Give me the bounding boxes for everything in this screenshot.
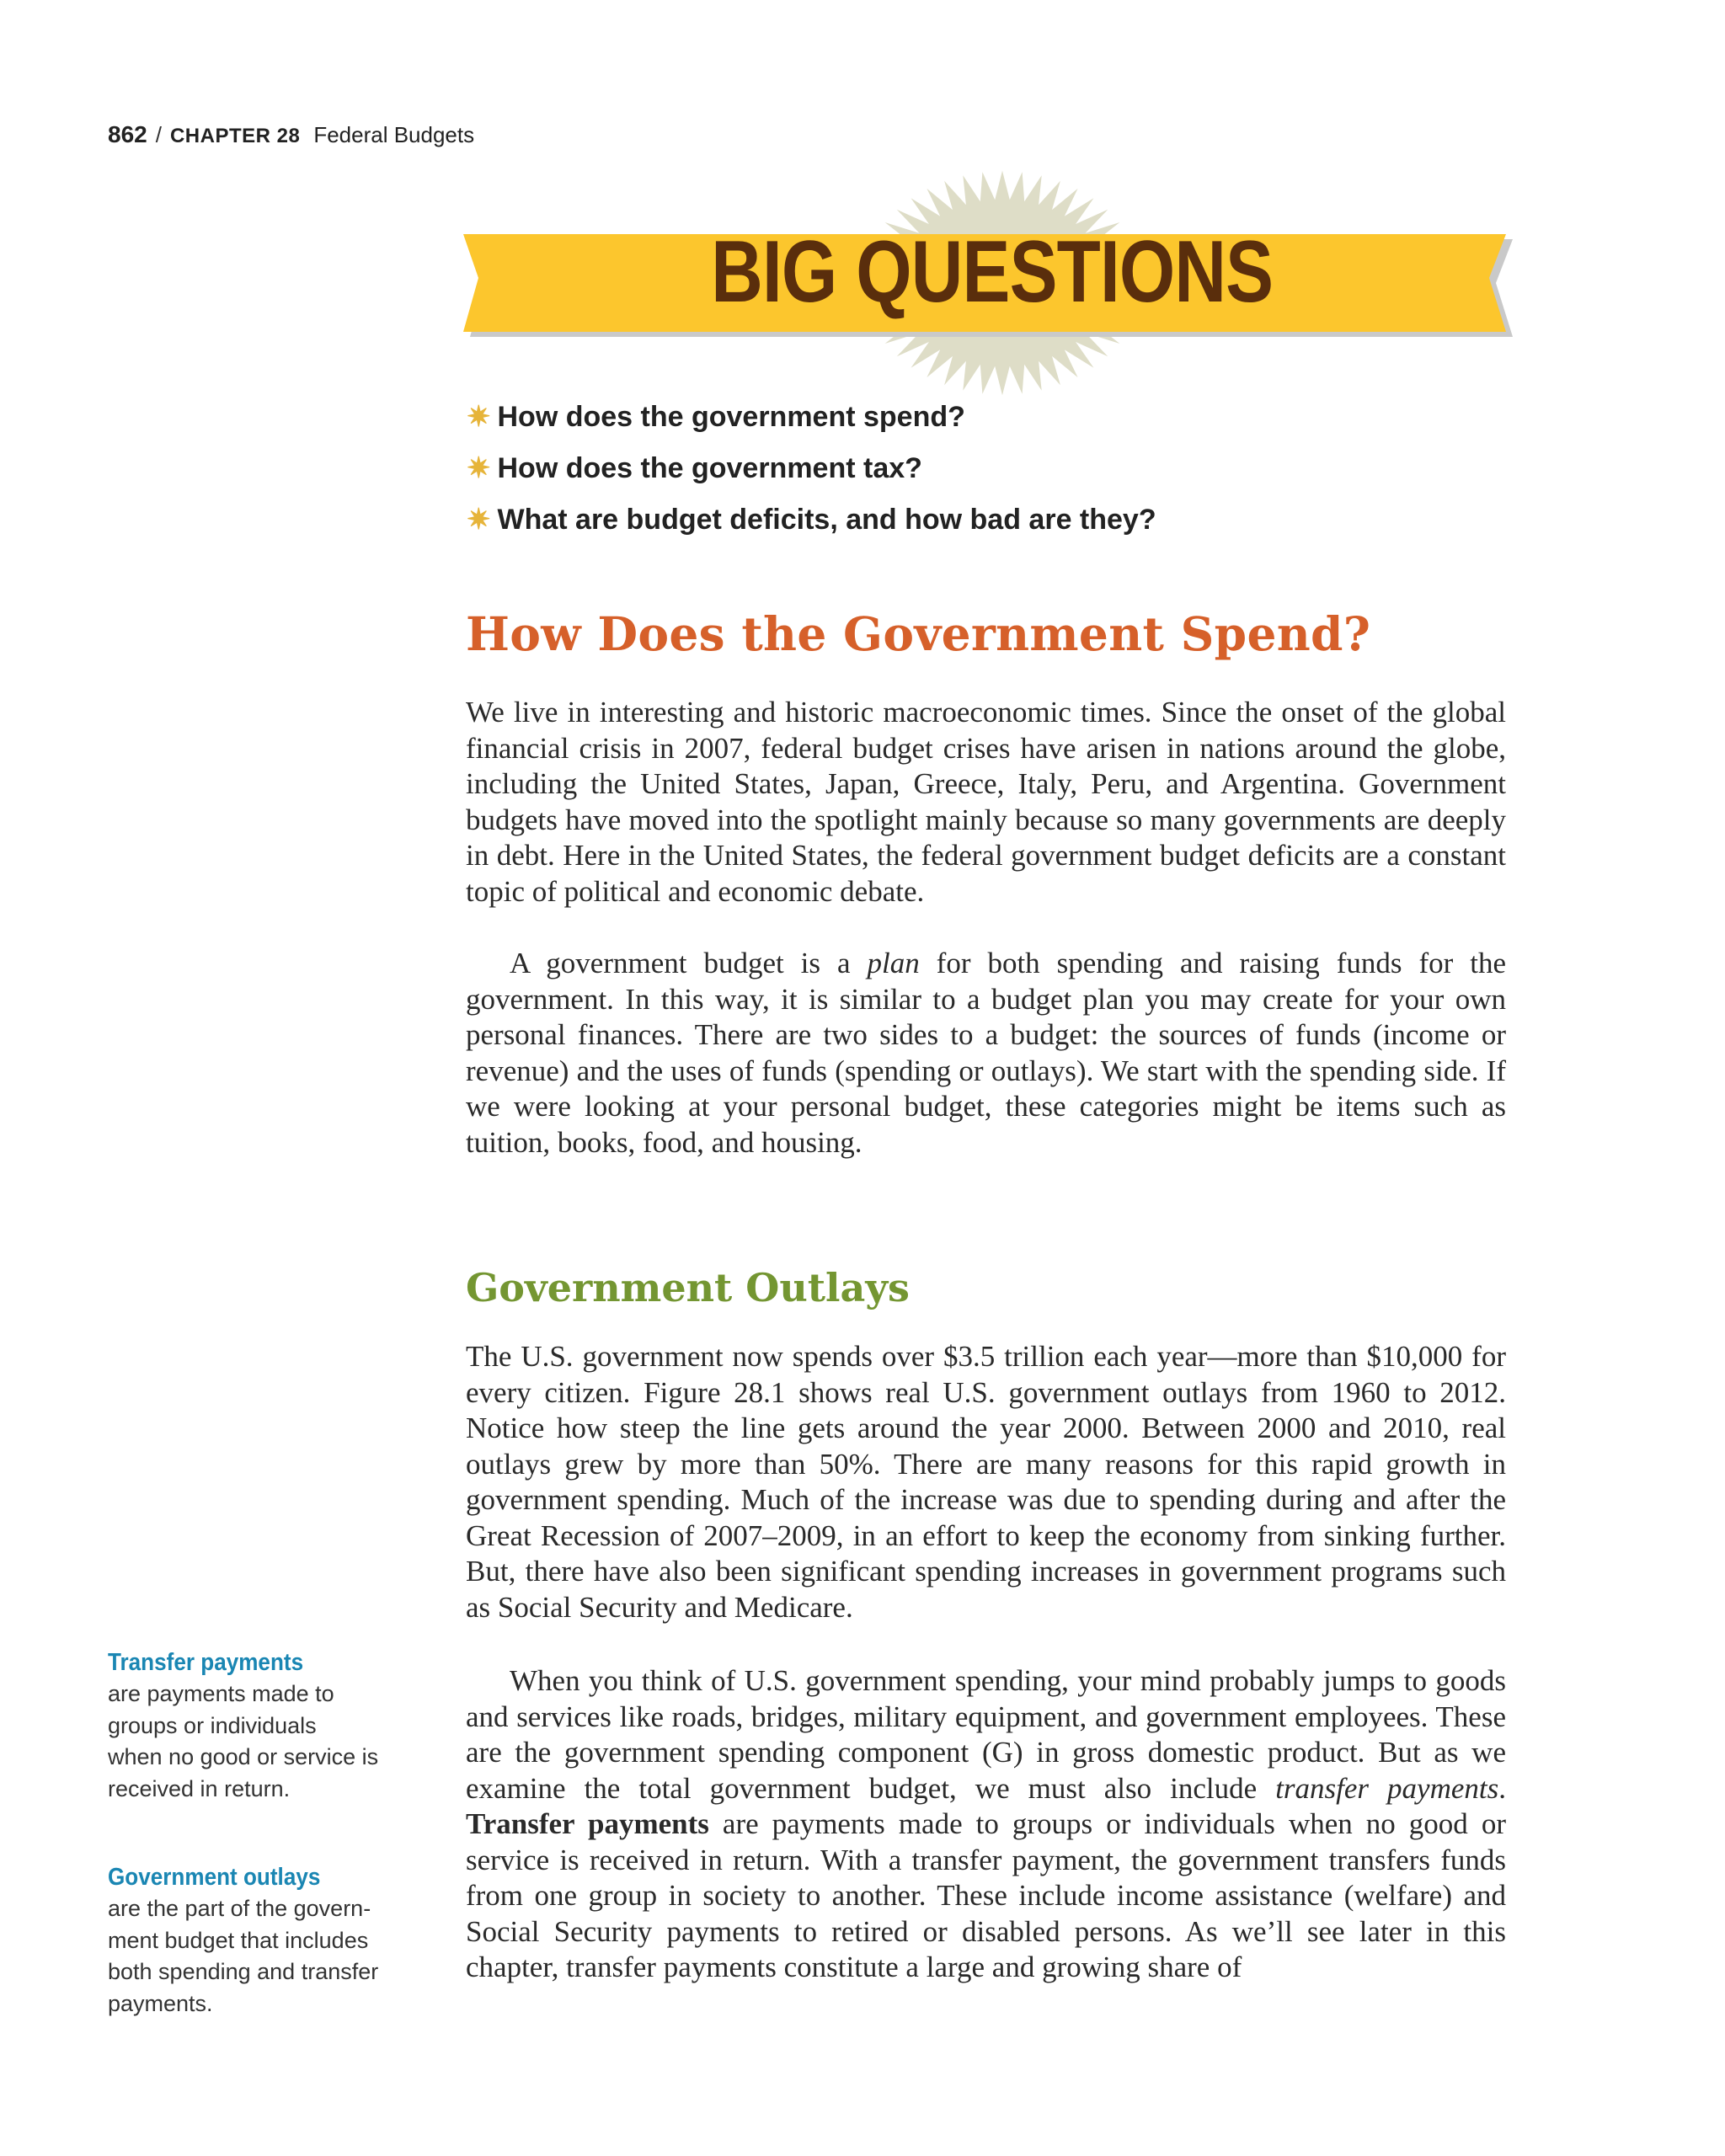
glossary-entry-transfer-payments xyxy=(108,1646,419,1805)
body-paragraph: The U.S. government now spends over $3.5 trillion each year—more than $10,000 for every citizen. Figure 28.1 shows real U.S. government outlays from 1960 to 2012. Notice how steep the line gets around the year 2000. Between 2000 and 2010, real outlays grew by more than 50%. There are many reasons for this rapid growth in government spending. Much of the increase was due to spending during and after the Great Recession of 2007–2009, in an effort to keep the economy from sinking further. But, there have also been significant spending increases in government programs such as Social Security and Medicare. xyxy=(466,1340,1506,1624)
question-item xyxy=(467,396,1156,447)
glossary-definition-line: both spending and transfer xyxy=(108,1959,379,1984)
body-paragraph xyxy=(466,1663,1506,1986)
glossary-definition-line: are payments made to xyxy=(108,1681,334,1706)
glossary-definition-line: are the part of the govern- xyxy=(108,1896,371,1921)
text-run: are payments made to groups or individuals when no good or service is received in return. With a transfer payment, the government transfers funds from one group in society to another. These include income assistance (welfare) and Social Security payments to retired or disabled persons. As we’ll see later in this chapter, transfer payments constitute a large and growing share of xyxy=(466,1807,1506,1983)
running-head xyxy=(108,121,474,148)
glossary-entry-government-outlays xyxy=(108,1861,419,2020)
star-burst-icon: ✷ xyxy=(467,504,491,536)
question-text: How does the government tax? xyxy=(497,452,922,484)
glossary-definition-line: groups or individuals xyxy=(108,1712,317,1738)
chapter-label: CHAPTER 28 xyxy=(169,125,301,147)
big-questions-banner xyxy=(463,160,1516,404)
running-head-separator: / xyxy=(155,122,162,147)
glossary-term: Government outlays xyxy=(108,1864,321,1891)
star-burst-icon: ✷ xyxy=(467,452,491,484)
banner-title: BIG QUESTIONS xyxy=(711,223,1274,321)
question-text: How does the government spend? xyxy=(497,401,965,433)
big-questions-list xyxy=(467,396,1156,550)
text-run: for both spending and raising funds for the government. In this way, it is similar to a budget plan you may create for your own personal finances. There are two sides to a budget: the sources of funds (income or revenue) and the uses of funds (spending or outlays). We start with the spending side. If we were looking at your personal budget, these categories might be items such as tuition, books, food, and housing. xyxy=(466,947,1506,1159)
glossary-definition-line: payments. xyxy=(108,1990,213,2016)
glossary-definition-line: when no good or service is xyxy=(108,1744,379,1769)
question-text: What are budget deficits, and how bad are they? xyxy=(497,504,1156,536)
question-item xyxy=(467,499,1156,550)
body-paragraph xyxy=(466,946,1506,1161)
glossary-definition-line: ment budget that includes xyxy=(108,1927,369,1953)
glossary-term: Transfer payments xyxy=(108,1649,304,1676)
page-number: 862 xyxy=(108,121,147,147)
emphasis-transfer-payments: transfer payments xyxy=(1275,1771,1499,1805)
key-term-transfer-payments: Transfer payments xyxy=(466,1807,709,1840)
emphasis-plan: plan xyxy=(867,947,920,979)
question-item xyxy=(467,447,1156,499)
text-run: When you think of U.S. government spending, your mind probably jumps to goods and services like roads, bridges, military equipment, and government employees. These are the government spending component (G) in gross domestic product. But as we examine the total government budget, we must also include xyxy=(466,1664,1506,1805)
body-paragraph: We live in interesting and historic macroeconomic times. Since the onset of the global financial crisis in 2007, federal budget crises have arisen in nations around the globe, including the United States, Japan, Greece, Italy, Peru, and Argentina. Government budgets have moved into the spotlight mainly because so many governments are deeply in debt. Here in the United States, the federal government budget deficits are a constant topic of political and economic debate. xyxy=(466,696,1506,908)
text-run: A government budget is a xyxy=(510,947,868,979)
star-burst-icon: ✷ xyxy=(467,401,491,433)
text-run: . xyxy=(1498,1771,1506,1805)
glossary-definition-line: received in return. xyxy=(108,1775,291,1801)
section-heading: How Does the Government Spend? xyxy=(466,606,1371,661)
chapter-title: Federal Budgets xyxy=(313,122,475,147)
subsection-heading: Government Outlays xyxy=(466,1265,910,1310)
